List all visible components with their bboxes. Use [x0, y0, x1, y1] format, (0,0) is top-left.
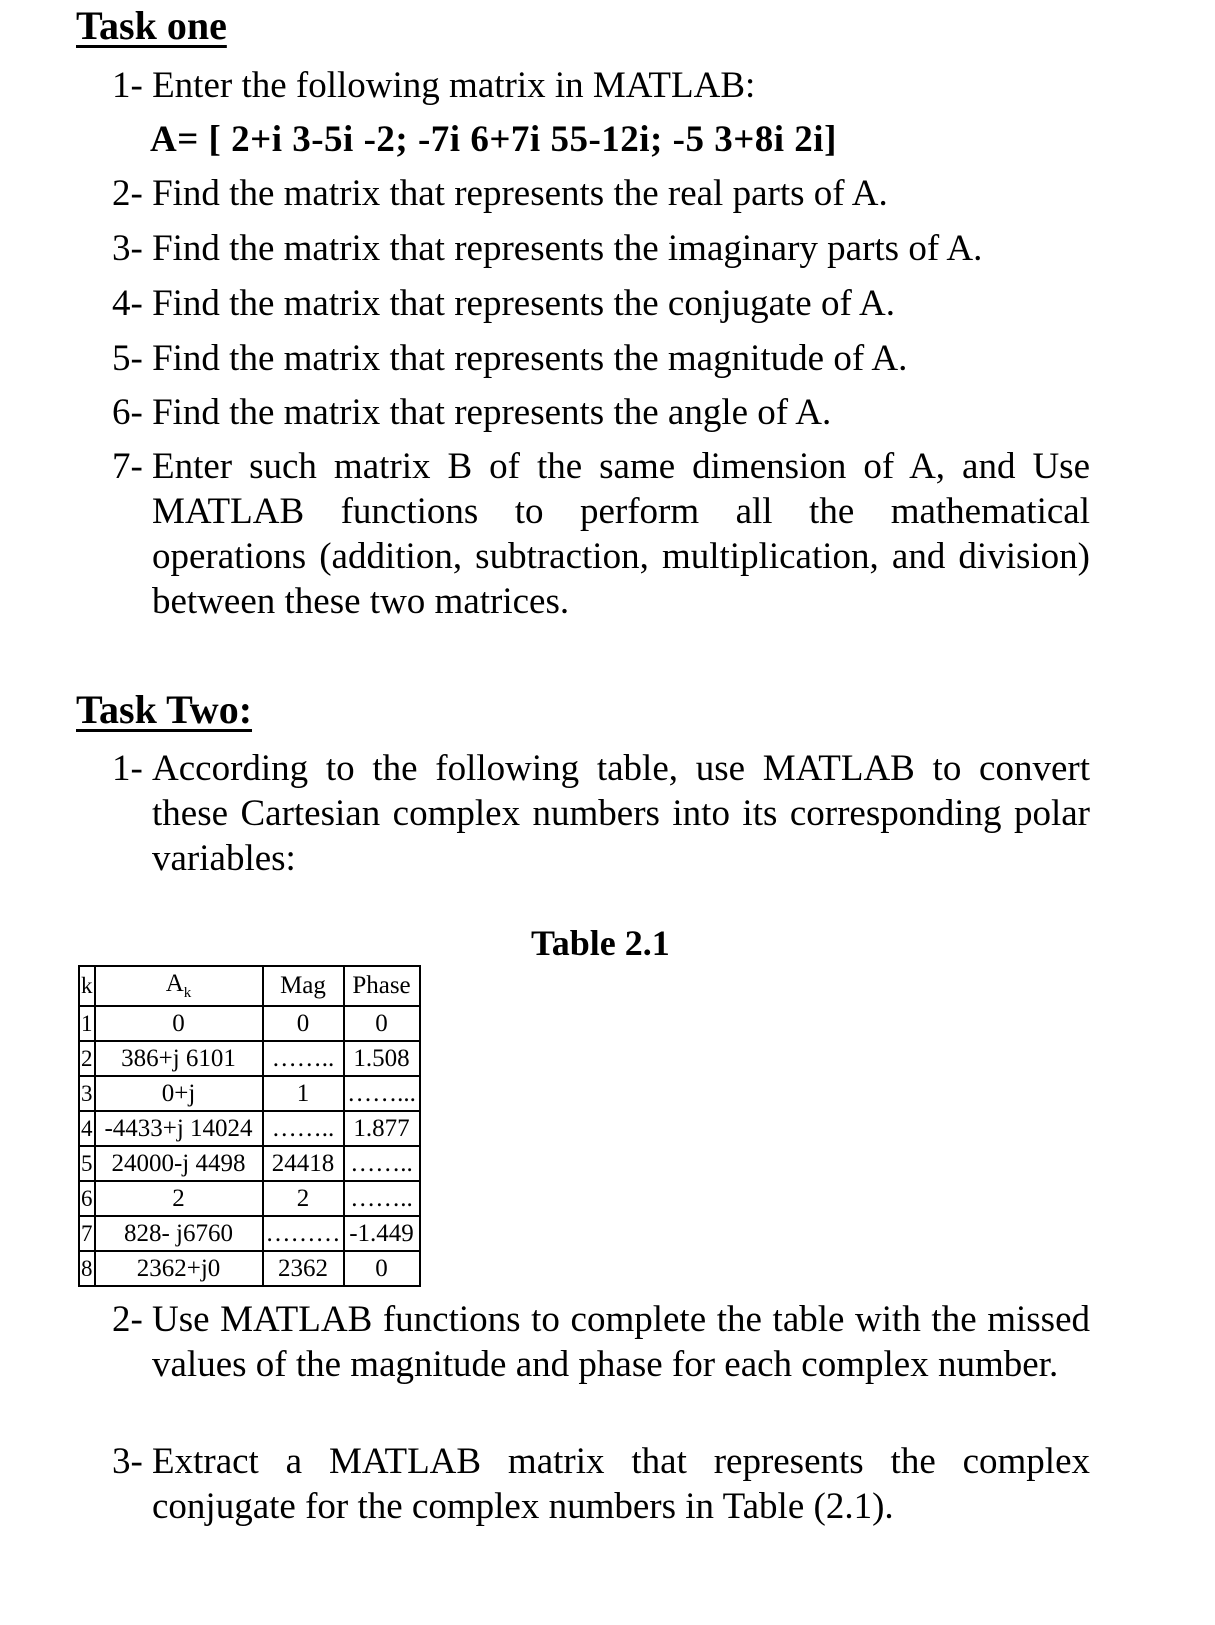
cell-ak: 386+j 6101 — [95, 1041, 263, 1076]
task-one-item-4: 4- Find the matrix that represents the conjugate of A. — [112, 283, 895, 324]
cell-mag: 24418 — [263, 1146, 344, 1181]
cell-ak: 828- j6760 — [95, 1216, 263, 1251]
cell-ak: 2362+j0 — [95, 1251, 263, 1286]
cell-mag: 2 — [263, 1181, 344, 1216]
cell-phase: 0 — [344, 1251, 420, 1286]
header-k: k — [79, 966, 95, 1006]
task-one-item-5: 5- Find the matrix that represents the magnitude of A. — [112, 338, 908, 379]
cell-mag: …….. — [263, 1041, 344, 1076]
table-row — [79, 1146, 420, 1181]
cell-phase: 1.508 — [344, 1041, 420, 1076]
cell-k: 2 — [79, 1041, 95, 1076]
task-one-heading: Task one — [76, 3, 227, 48]
task-two-item-3: 3- Extract a MATLAB matrix that represents the complex conjugate for the complex numbers in Table (2.1). — [112, 1441, 1090, 1527]
cell-ak: -4433+j 14024 — [95, 1111, 263, 1146]
table-row — [79, 1041, 420, 1076]
task-one-item-7: 7- Enter such matrix B of the same dimension of A, and Use MATLAB functions to perform all the mathematical operations (addition, subtraction, multiplication, and division) between these two matrices. — [112, 446, 1090, 622]
table-row — [79, 1076, 420, 1111]
header-phase: Phase — [344, 966, 420, 1006]
header-ak: $A_k$ — [95, 966, 263, 1006]
cell-phase: …….. — [344, 1181, 420, 1216]
cell-k: 3 — [79, 1076, 95, 1111]
table-row — [79, 1181, 420, 1216]
cell-k: 5 — [79, 1146, 95, 1181]
cell-phase: -1.449 — [344, 1216, 420, 1251]
cell-mag: …….. — [263, 1111, 344, 1146]
task-one-item-2: 2- Find the matrix that represents the real parts of A. — [112, 173, 888, 214]
task-one-item-3: 3- Find the matrix that represents the imaginary parts of A. — [112, 228, 983, 269]
cell-ak: 0 — [95, 1006, 263, 1041]
cell-mag: 2362 — [263, 1251, 344, 1286]
cell-mag: 0 — [263, 1006, 344, 1041]
cell-ak: 0+j — [95, 1076, 263, 1111]
task-two-item-1: 1- According to the following table, use MATLAB to convert these Cartesian complex numbers into its corresponding polar variables: — [112, 748, 1090, 879]
cell-ak: 24000-j 4498 — [95, 1146, 263, 1181]
cell-phase: ……... — [344, 1076, 420, 1111]
cell-k: 7 — [79, 1216, 95, 1251]
cell-mag: 1 — [263, 1076, 344, 1111]
task-one-item-6: 6- Find the matrix that represents the angle of A. — [112, 392, 832, 433]
polar-conversion-table — [78, 965, 421, 1287]
cell-k: 4 — [79, 1111, 95, 1146]
table-header-row — [79, 966, 420, 1006]
cell-k: 1 — [79, 1006, 95, 1041]
table-row — [79, 1251, 420, 1286]
cell-k: 6 — [79, 1181, 95, 1216]
task-two-item-2: 2- Use MATLAB functions to complete the table with the missed values of the magnitude and phase for each complex number. — [112, 1299, 1090, 1385]
cell-phase: 1.877 — [344, 1111, 420, 1146]
table-row — [79, 1111, 420, 1146]
matrix-a-definition: A= [ 2+i 3-5i -2; -7i 6+7i 55-12i; -5 3+8i 2i] — [150, 119, 837, 160]
cell-phase: …….. — [344, 1146, 420, 1181]
header-mag: Mag — [263, 966, 344, 1006]
table-row — [79, 1216, 420, 1251]
table-row — [79, 1006, 420, 1041]
cell-mag: ……… — [263, 1216, 344, 1251]
task-one-item-1: 1- Enter the following matrix in MATLAB: — [112, 65, 756, 106]
cell-ak: 2 — [95, 1181, 263, 1216]
table-caption: Table 2.1 — [531, 923, 670, 963]
cell-phase: 0 — [344, 1006, 420, 1041]
cell-k: 8 — [79, 1251, 95, 1286]
task-two-heading: Task Two: — [76, 687, 253, 732]
